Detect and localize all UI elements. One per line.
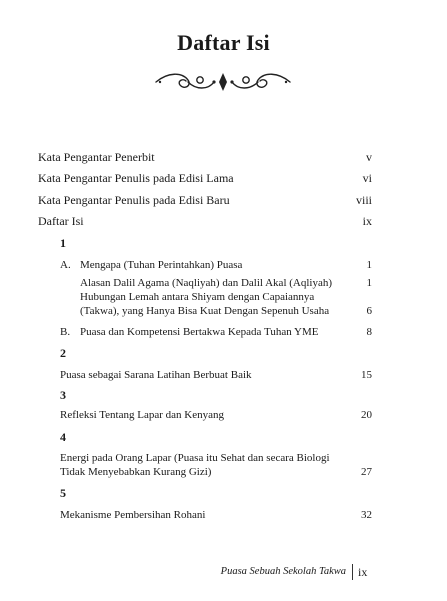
toc-entry-page: ix bbox=[362, 214, 372, 228]
chapter-number: 3 bbox=[60, 388, 66, 402]
toc-entry-page: 32 bbox=[361, 509, 372, 521]
toc-entry-page: v bbox=[366, 150, 372, 164]
toc-entry[interactable] bbox=[60, 451, 372, 479]
footer-divider bbox=[352, 564, 353, 580]
chapter-number: 1 bbox=[60, 236, 66, 250]
toc-entry-label bbox=[60, 451, 330, 479]
chapter-number: 4 bbox=[60, 430, 66, 444]
chapter-number: 2 bbox=[60, 346, 66, 360]
flourish-ornament-icon bbox=[148, 68, 298, 96]
toc-entry-label: Mekanisme Pembersihan Rohani bbox=[60, 509, 206, 521]
toc-entry-line: (Takwa), yang Hanya Bisa Kuat Dengan Sepenuh Usaha bbox=[80, 305, 330, 317]
toc-entry-line: Tidak Menyebabkan Kurang Gizi) bbox=[60, 466, 212, 478]
section-letter: B. bbox=[60, 326, 71, 338]
section-letter: A. bbox=[60, 259, 71, 271]
footer-page-number: ix bbox=[358, 565, 368, 579]
footer-book-title: Puasa Sebuah Sekolah Takwa bbox=[220, 566, 346, 577]
toc-entry-page: 27 bbox=[361, 466, 372, 478]
toc-entry-label: Mengapa (Tuhan Perintahkan) Puasa bbox=[80, 259, 243, 271]
toc-entry-page: 6 bbox=[366, 305, 372, 317]
toc-entry-label: Daftar Isi bbox=[38, 214, 84, 228]
page-title: Daftar Isi bbox=[177, 30, 270, 55]
toc-entry-line: Alasan Dalil Agama (Naqliyah) dan Dalil Akal (Aqliyah) bbox=[80, 277, 333, 289]
toc-entry-label: Kata Pengantar Penerbit bbox=[38, 150, 155, 164]
toc-entry-page: vi bbox=[362, 171, 372, 185]
chapter-number: 5 bbox=[60, 486, 66, 500]
toc-entry-page: 1 bbox=[366, 277, 372, 289]
toc-entry-label: Kata Pengantar Penulis pada Edisi Baru bbox=[38, 193, 230, 207]
toc-entry-page: 15 bbox=[361, 369, 372, 381]
toc-entry-page: 1 bbox=[366, 259, 372, 271]
toc-entry-line: Energi pada Orang Lapar (Puasa itu Sehat dan secara Biologi bbox=[60, 452, 330, 464]
toc-entry-label: Refleksi Tentang Lapar dan Kenyang bbox=[60, 409, 224, 421]
toc-entry-label: Kata Pengantar Penulis pada Edisi Lama bbox=[38, 171, 234, 185]
toc-entry[interactable] bbox=[60, 276, 372, 320]
toc-entry-page: viii bbox=[355, 193, 372, 207]
toc-entry-line: Hubungan Lemah antara Shiyam dengan Capaiannya bbox=[80, 291, 315, 303]
toc-entry-label bbox=[80, 276, 345, 318]
toc-entry-label: Puasa dan Kompetensi Bertakwa Kepada Tuhan YME bbox=[80, 326, 319, 338]
toc-entry-label: Puasa sebagai Sarana Latihan Berbuat Baik bbox=[60, 369, 252, 381]
toc-entry-page: 8 bbox=[366, 326, 372, 338]
toc-entry-page: 20 bbox=[361, 409, 372, 421]
